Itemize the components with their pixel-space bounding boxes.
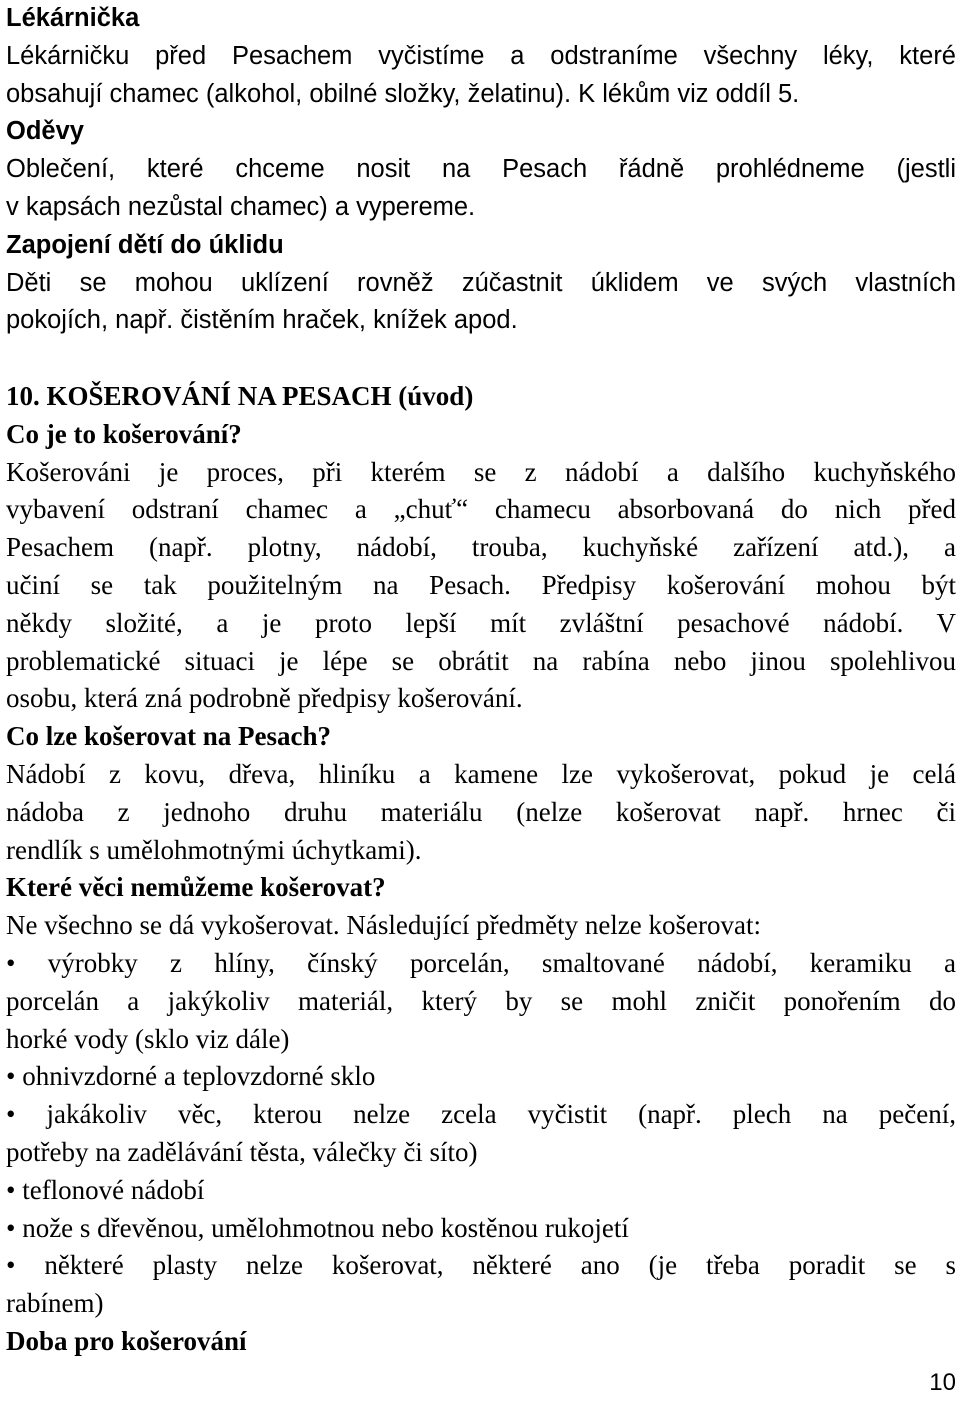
text-line: Košerováni je proces, při kterém se z nádobí a dalšího kuchyňského [6,456,956,487]
list-item [6,1210,956,1248]
text-line: rabínem) [6,1288,104,1319]
list-item [6,1058,956,1096]
heading-deti: Zapojení dětí do úklidu [6,230,284,259]
text-line: Nádobí z kovu, dřeva, hliníku a kamene lze vykošerovat, pokud je celá [6,758,956,789]
section-deti [6,227,956,340]
spacer [6,340,956,378]
text-line: někdy složité, a je proto lepší mít zvláštní pesachové nádobí. V [6,607,956,638]
text-line: pokojích, např. čistěním hraček, knížek apod. [6,306,518,335]
text-line: • některé plasty nelze košerovat, některé ano (je třeba poradit se s [6,1250,956,1281]
text-line: Děti se mohou uklízení rovněž zúčastnit úklidem ve svých vlastních [6,268,956,297]
list-intro: Ne všechno se dá vykošerovat. Následující předměty nelze košerovat: [6,910,761,941]
text-line: problematické situaci je lépe se obrátit na rabína nebo jinou spolehlivou [6,645,956,676]
text-line: učiní se tak použitelným na Pesach. Předpisy košerování mohou být [6,569,956,600]
list-item [6,945,956,1058]
paragraph-koshering [6,454,956,719]
list-item [6,1172,956,1210]
page-number: 10 [929,1369,956,1396]
text-line: Pesachem (např. plotny, nádobí, trouba, kuchyňské zařízení atd.), a [6,532,956,563]
text-line: potřeby na zadělávání těsta, válečky či síto) [6,1136,478,1167]
text-line: • teflonové nádobí [6,1174,205,1205]
text-line: • výrobky z hlíny, čínský porcelán, smaltované nádobí, keramiku a [6,947,956,978]
section-odevy [6,113,956,226]
list-item [6,1096,956,1172]
text-line: nádoba z jednoho druhu materiálu (nelze košerovat např. hrnec či [6,796,956,827]
document-page [6,0,956,1361]
text-line: porcelán a jakýkoliv materiál, který by se mohl zničit ponořením do [6,985,956,1016]
subheading-what-can-be-koshered: Co lze košerovat na Pesach? [6,721,331,752]
text-line: rendlík s umělohmotnými úchytkami). [6,834,422,865]
text-line: obsahují chamec (alkohol, obilné složky, želatinu). K lékům viz oddíl 5. [6,79,800,108]
paragraph-materials [6,756,956,869]
text-line: Oblečení, které chceme nosit na Pesach řádně prohlédneme (jestli [6,155,956,184]
list-item [6,1247,956,1323]
section-lekarnicka [6,0,956,113]
text-line: • ohnivzdorné a teplovzdorné sklo [6,1061,376,1092]
text-line: • jakákoliv věc, kterou nelze zcela vyčistit (např. plech na pečení, [6,1099,956,1130]
subheading-koshering-time: Doba pro košerování [6,1325,247,1356]
text-line: Lékárničku před Pesachem vyčistíme a odstraníme všechny léky, které [6,41,956,70]
section-10 [6,378,956,1361]
text-line: osobu, která zná podrobně předpisy košerování. [6,683,523,714]
text-line: vybavení odstraní chamec a „chuť“ chamecu absorbovaná do nich před [6,494,956,525]
section-title: 10. KOŠEROVÁNÍ NA PESACH (úvod) [6,380,474,411]
text-line: v kapsách nezůstal chamec) a vypereme. [6,192,476,221]
heading-lekarnicka: Lékárnička [6,4,140,32]
text-line: horké vody (sklo viz dále) [6,1023,290,1054]
bullet-list [6,945,956,1323]
heading-odevy: Oděvy [6,117,84,146]
subheading-what-cannot-be-koshered: Které věci nemůžeme košerovat? [6,872,386,903]
text-line: • nože s dřevěnou, umělohmotnou nebo kostěnou rukojetí [6,1212,629,1243]
subheading-what-is-koshering: Co je to košerování? [6,418,242,449]
